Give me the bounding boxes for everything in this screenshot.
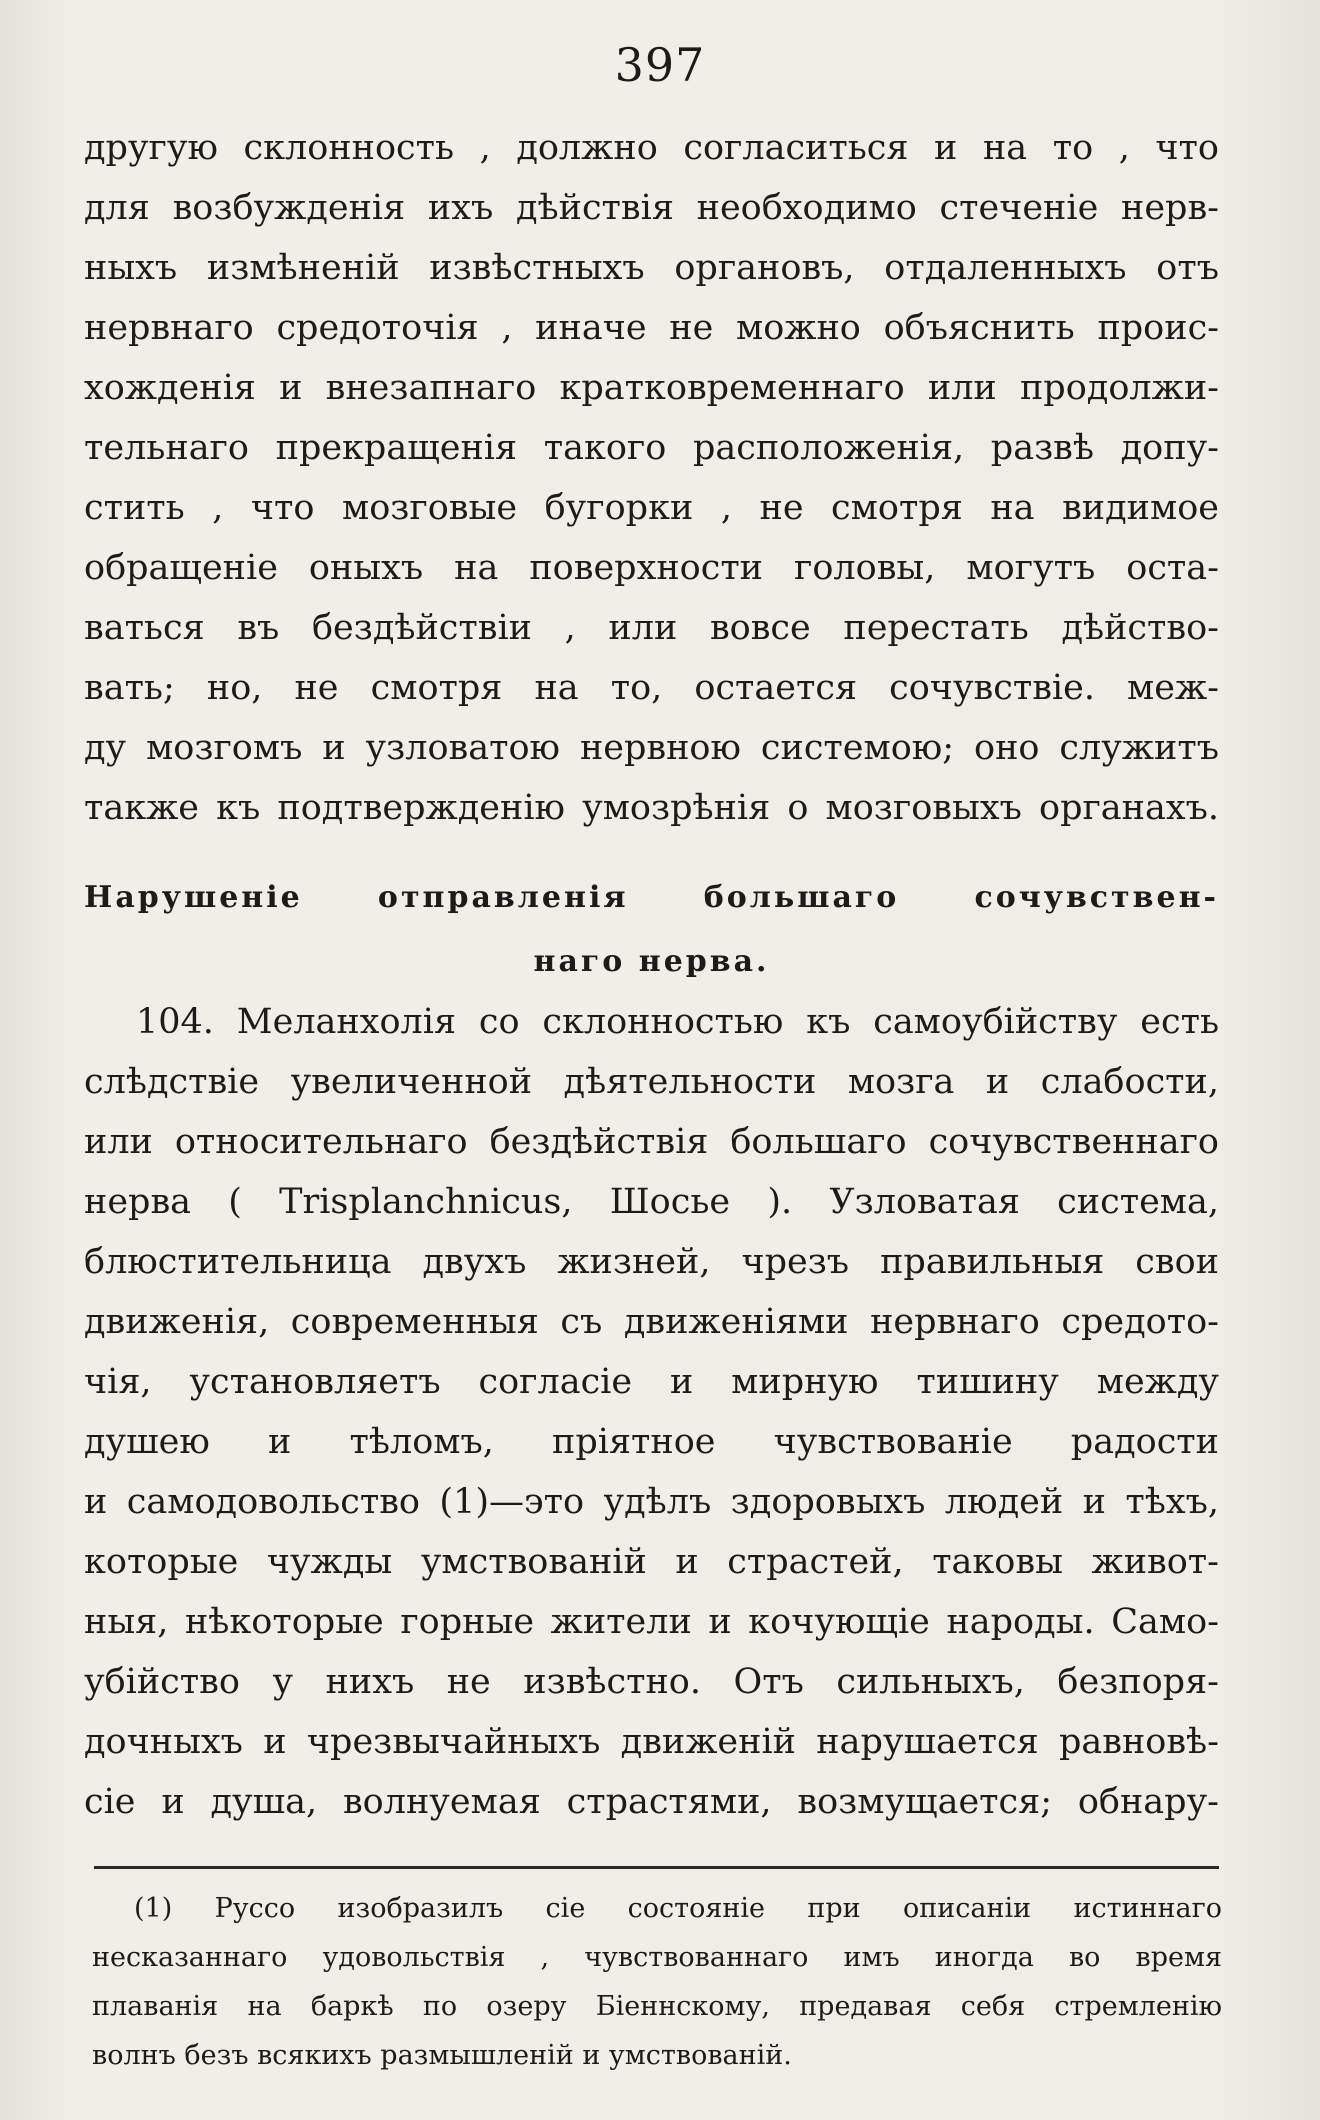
text-line: нервнаго средоточія , иначе не можно объяснить проис- — [84, 308, 1219, 348]
text-line: блюстительница двухъ жизней, чрезъ правильныя свои — [84, 1242, 1219, 1282]
text-line: тельнаго прекращенія такого расположенія, развѣ допу- — [84, 428, 1219, 468]
text-line: сіе и душа, волнуемая страстями, возмущается; обнару- — [84, 1782, 1219, 1822]
text-line: движенія, современныя съ движеніями нервнаго средото- — [84, 1302, 1219, 1342]
paragraph-continuation — [84, 118, 1219, 838]
text-line: ду мозгомъ и узловатою нервною системою; оно служитъ — [84, 728, 1219, 768]
footnote-line: плаванія на баркѣ по озеру Біеннскому, предавая себя стремленію — [92, 1991, 1222, 2022]
text-line: обращеніе оныхъ на поверхности головы, могутъ оста- — [84, 548, 1219, 588]
footnote-line: несказаннаго удовольствія , чувствованнаго имъ иногда во время — [92, 1942, 1222, 1973]
text-line: 104. Меланхолія со склонностью къ самоубійству есть — [136, 1002, 1219, 1042]
text-line: ныя, нѣкоторые горные жители и кочующіе народы. Само- — [84, 1602, 1219, 1642]
text-line: также къ подтвержденію умозрѣнія о мозговыхъ органахъ. — [84, 788, 1219, 828]
text-line: душею и тѣломъ, пріятное чувствованіе радости — [84, 1422, 1219, 1462]
text-line: или относительнаго бездѣйствія большаго сочувственнаго — [84, 1122, 1219, 1162]
text-line: чія, установляетъ согласіе и мирную тишину между — [84, 1362, 1219, 1402]
text-line: слѣдствіе увеличенной дѣятельности мозга и слабости, — [84, 1062, 1219, 1102]
heading-line: Нарушеніе отправленія большаго сочувствен- — [84, 880, 1219, 915]
footnote-line: (1) Руссо изобразилъ сіе состояніе при описаніи истиннаго — [134, 1893, 1222, 1924]
page-number: 397 — [614, 38, 706, 92]
text-line: ныхъ измѣненій извѣстныхъ органовъ, отдаленныхъ отъ — [84, 248, 1219, 288]
text-line: вать; но, не смотря на то, остается сочувствіе. меж- — [84, 668, 1219, 708]
text-line: другую склонность , должно согласиться и на то , что — [84, 128, 1219, 168]
text-line: ваться въ бездѣйствіи , или вовсе перестать дѣйство- — [84, 608, 1219, 648]
text-line: хожденія и внезапнаго кратковременнаго или продолжи- — [84, 368, 1219, 408]
text-line: которые чужды умствованій и страстей, таковы живот- — [84, 1542, 1219, 1582]
section-heading — [84, 866, 1219, 994]
footnote-divider — [94, 1866, 1219, 1869]
text-line: для возбужденія ихъ дѣйствія необходимо стеченіе нерв- — [84, 188, 1219, 228]
footnote — [92, 1884, 1222, 2080]
text-line: нерва ( Trisplanchnicus, Шосье ). Узловатая система, — [84, 1182, 1219, 1222]
paragraph-104 — [84, 992, 1219, 1832]
text-line: убійство у нихъ не извѣстно. Отъ сильныхъ, безпоря- — [84, 1662, 1219, 1702]
text-line: и самодовольство (1)—это удѣлъ здоровыхъ людей и тѣхъ, — [84, 1482, 1219, 1522]
heading-line: наго нерва. — [533, 944, 770, 979]
text-line: дочныхъ и чрезвычайныхъ движеній нарушается равновѣ- — [84, 1722, 1219, 1762]
footnote-line: волнъ безъ всякихъ размышленій и умствованій. — [92, 2040, 792, 2071]
text-line: стить , что мозговые бугорки , не смотря на видимое — [84, 488, 1219, 528]
